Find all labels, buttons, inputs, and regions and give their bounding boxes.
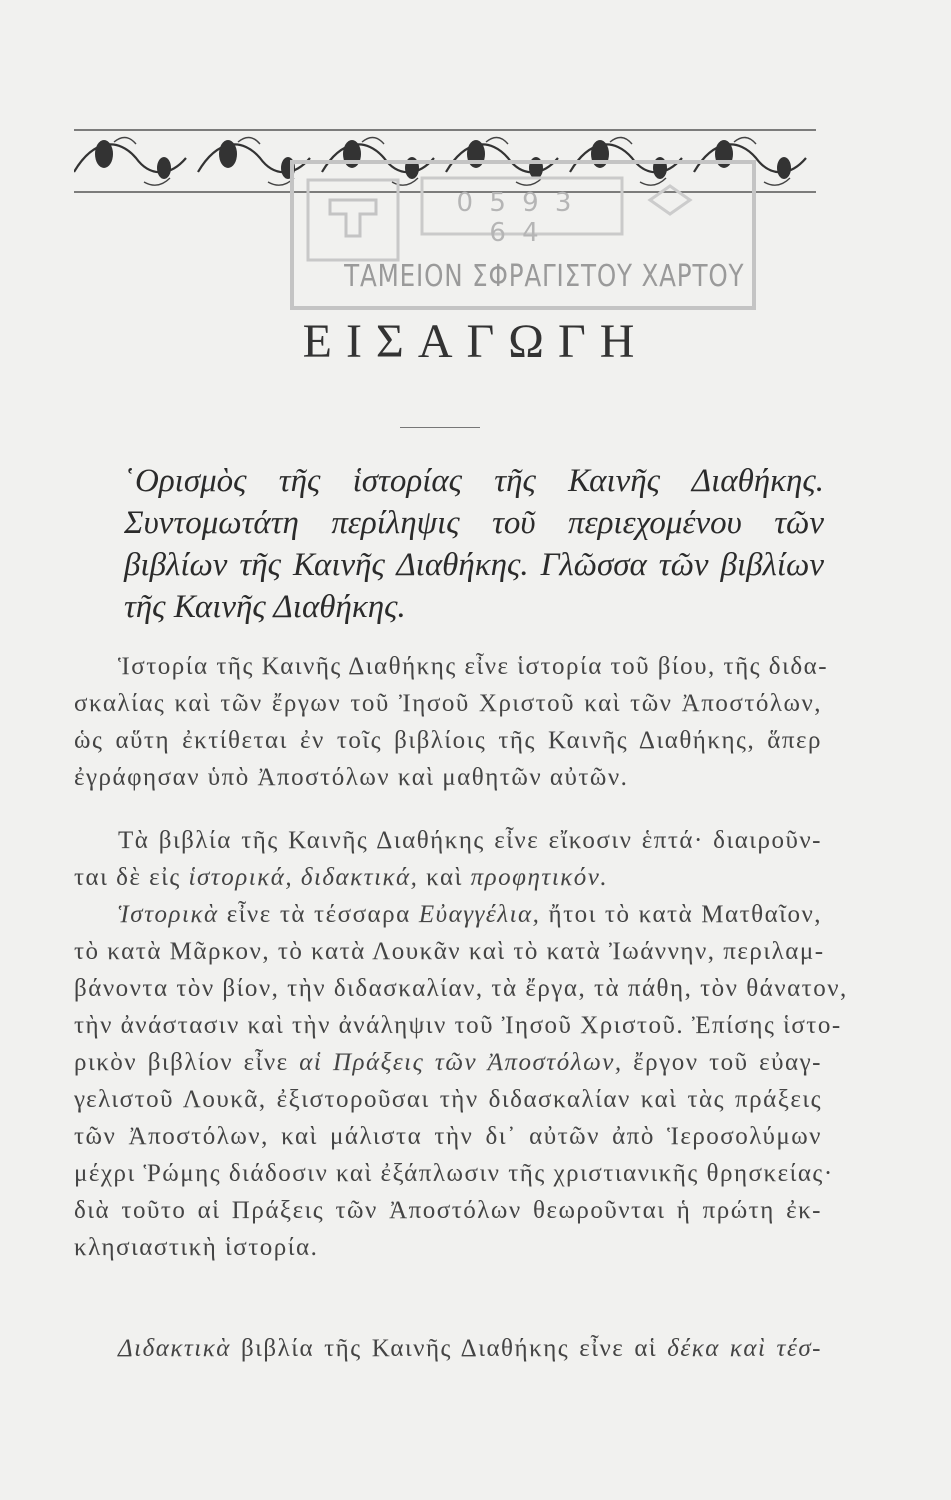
text-line: σκαλίας καὶ τῶν ἔργων τοῦ Ἰησοῦ Χριστοῦ καὶ τῶν Ἀποστόλων, [74,690,822,717]
title-divider [400,427,480,428]
revenue-stamp [290,160,756,310]
paragraph-definition [74,648,829,796]
text-line: τῶν Ἀποστόλων, καὶ μάλιστα τὴν δι᾽ αὐτῶν ἀπὸ Ἱεροσολύμων [74,1123,822,1150]
text-line: μέχρι Ῥώμης διάδοσιν καὶ ἐξάπλωσιν τῆς χριστιανικῆς θρησκείας· [74,1160,834,1187]
chapter-title: ΕΙΣΑΓΩΓΗ [302,315,649,368]
text-line: τὴν ἀνάστασιν καὶ τὴν ἀνάληψιν τοῦ Ἰησοῦ Χριστοῦ. Ἐπίσης ἱστο- [74,1012,842,1039]
text-line: διὰ τοῦτο αἱ Πράξεις τῶν Ἀποστόλων θεωροῦνται ἡ πρώτη ἐκ- [74,1197,822,1224]
text-line: βάνοντα τὸν βίον, τὴν διδασκαλίαν, τὰ ἔργα, τὰ πάθη, τὸν θάνατον, [74,975,848,1002]
text-run: ἤτοι τὸ κατὰ Ματθαῖον, [540,901,822,928]
paragraph-historical-books [74,896,848,1266]
text-line: γελιστοῦ Λουκᾶ, ἐξιστοροῦσαι τὴν διδασκαλίαν καὶ τὰς πράξεις [74,1086,822,1113]
italic-run: ἱστορικά, διδακτικά, [188,864,419,891]
text-line [74,1044,822,1081]
italic-run: προφητικόν. [470,864,609,891]
text-line [74,859,822,896]
stamp-label: ΤΑΜΕΙΟΝ ΣΦΡΑΓΙΣΤΟΥ ΧΑΡΤΟΥ [344,259,745,294]
text-run: ται δὲ εἰς [74,864,189,891]
chapter-summary: ῾Ορισμὸς τῆς ἱστορίας τῆς Καινῆς Διαθήκης. Συντομωτάτη περίληψις τοῦ περιεχομένου τῶν βιβλίων τῆς Καινῆς Διαθήκης. Γλῶσσα τῶν βιβλίων τῆς Καινῆς Διαθήκης. [124,463,824,625]
text-line: ἐγράφησαν ὑπὸ Ἀποστόλων καὶ μαθητῶν αὐτῶν. [74,764,629,791]
italic-run: δέκα καὶ τέσ- [667,1335,822,1362]
text-line [74,1330,822,1367]
text-line: ὡς αὕτη ἐκτίθεται ἐν τοῖς βιβλίοις τῆς Καινῆς Διαθήκης, ἅπερ [74,727,822,754]
text-run: ρικὸν βιβλίον εἶνε [74,1049,300,1076]
italic-run: Διδακτικὰ [118,1335,231,1362]
text-run: ἔργον τοῦ εὐαγ- [622,1049,822,1076]
paragraph-division [74,822,822,896]
text-line: Ἱστορία τῆς Καινῆς Διαθήκης εἶνε ἱστορία τοῦ βίου, τῆς διδα- [118,653,829,680]
text-line: Τὰ βιβλία τῆς Καινῆς Διαθήκης εἶνε εἴκοσιν ἑπτά· διαιροῦν- [118,827,822,854]
text-run: καὶ [418,864,471,891]
text-line: κλησιαστικὴ ἱστορία. [74,1234,319,1261]
paragraph-didactic-books [74,1330,822,1367]
italic-run: Ἱστορικὰ [118,901,219,928]
text-line: τὸ κατὰ Μᾶρκον, τὸ κατὰ Λουκᾶν καὶ τὸ κατὰ Ἰωάννην, περιλαμ- [74,938,825,965]
text-line [74,896,822,933]
italic-run: αἱ Πράξεις τῶν Ἀποστόλων, [299,1049,623,1076]
text-run: εἶνε τὰ τέσσαρα [218,901,419,928]
italic-run: Εὐαγγέλια, [418,901,541,928]
stamp-number: 0 5 9 3 6 4 [456,188,576,248]
text-run: βιβλία τῆς Καινῆς Διαθήκης εἶνε αἱ [230,1335,668,1362]
